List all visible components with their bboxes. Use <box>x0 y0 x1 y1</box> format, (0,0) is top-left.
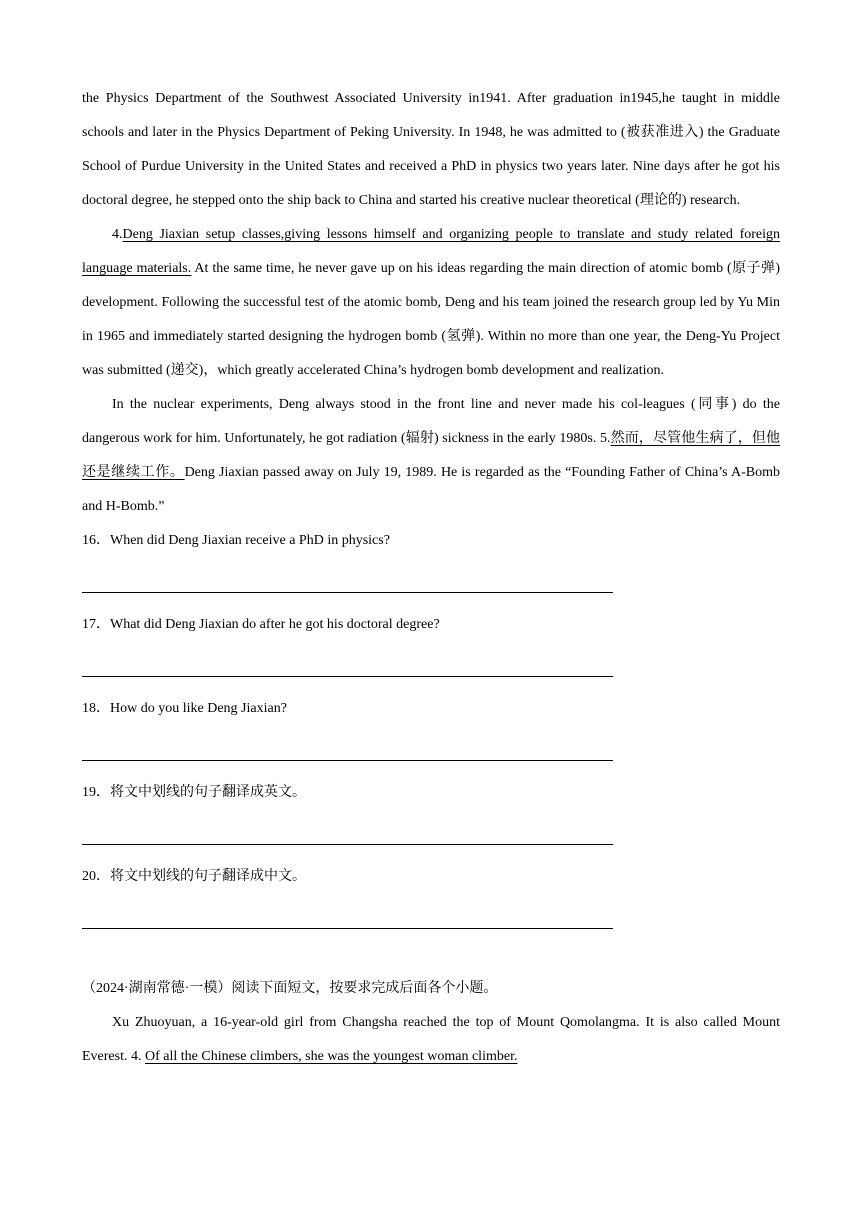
paragraph-4 <box>82 1006 780 1074</box>
answer-line[interactable] <box>82 928 613 929</box>
question-20 <box>82 860 780 929</box>
underlined-sentence-5: 然而，尽管他生病了，但他还是继续工作。 <box>82 431 780 480</box>
answer-line[interactable] <box>82 844 613 845</box>
question-text: 将文中划线的句子翻译成中文。 <box>110 869 306 884</box>
question-text: What did Deng Jiaxian do after he got his doctoral degree? <box>110 617 440 632</box>
question-number: 18． <box>82 701 110 716</box>
section-header: （2024·湖南常德·一模）阅读下面短文，按要求完成后面各个小题。 <box>82 981 498 996</box>
question-text: When did Deng Jiaxian receive a PhD in physics? <box>110 533 390 548</box>
paragraph-3 <box>82 388 780 524</box>
paragraph-2 <box>82 218 780 388</box>
sentence-number: 4. <box>112 227 123 242</box>
question-18 <box>82 692 780 761</box>
paragraph-1: the Physics Department of the Southwest Associated University in1941. After graduation in1945,he taught in middle schools and later in the Physics Department of Peking University. In 1948, he was admitted to (被获准进入) the Graduate School of Purdue University in the United States and received a PhD in physics two years later. Nine days after he got his doctoral degree, he stepped onto the ship back to China and started his creative nuclear theoretical (理论的) research. <box>82 91 780 208</box>
question-number: 19． <box>82 785 110 800</box>
question-16 <box>82 524 780 593</box>
document-page <box>82 82 780 1074</box>
paragraph-3-rest: Deng Jiaxian passed away on July 19, 1989. He is regarded as the “Founding Father of China’s A-Bomb and H-Bomb.” <box>82 465 781 514</box>
answer-line[interactable] <box>82 592 613 593</box>
paragraph-4-text: Xu Zhuoyuan, a 16-year-old girl from Changsha reached the top of Mount Qomolangma. It is also called Mount Everest. 4. <box>82 1015 780 1064</box>
question-number: 17． <box>82 617 110 632</box>
question-17 <box>82 608 780 677</box>
paragraph-3-text: In the nuclear experiments, Deng always stood in the front line and never made his col-leagues (同事) do the dangerous work for him. Unfortunately, he got radiation (辐射) sickness in the early 1980s. 5. <box>82 397 780 446</box>
question-number: 20． <box>82 869 110 884</box>
underlined-sentence-4: Deng Jiaxian setup classes,giving lessons himself and organizing people to translate and study related foreign language materials. <box>82 227 780 276</box>
question-number: 16． <box>82 533 110 548</box>
paragraph-2-rest: At the same time, he never gave up on his ideas regarding the main direction of atomic bomb (原子弹) development. Following the successful test of the atomic bomb, Deng and his team joined the research group led by Yu Min in 1965 and immediately started designing the hydrogen bomb (氢弹). Within no more than one year, the Deng-Yu Project was submitted (递交)，which greatly accelerated China’s hydrogen bomb development and realization. <box>82 261 780 378</box>
question-19 <box>82 776 780 845</box>
underlined-sentence-4b: Of all the Chinese climbers, she was the youngest woman climber. <box>144 1049 518 1064</box>
answer-line[interactable] <box>82 760 613 761</box>
question-text: 将文中划线的句子翻译成英文。 <box>110 785 306 800</box>
question-text: How do you like Deng Jiaxian? <box>110 701 287 716</box>
answer-line[interactable] <box>82 676 613 677</box>
